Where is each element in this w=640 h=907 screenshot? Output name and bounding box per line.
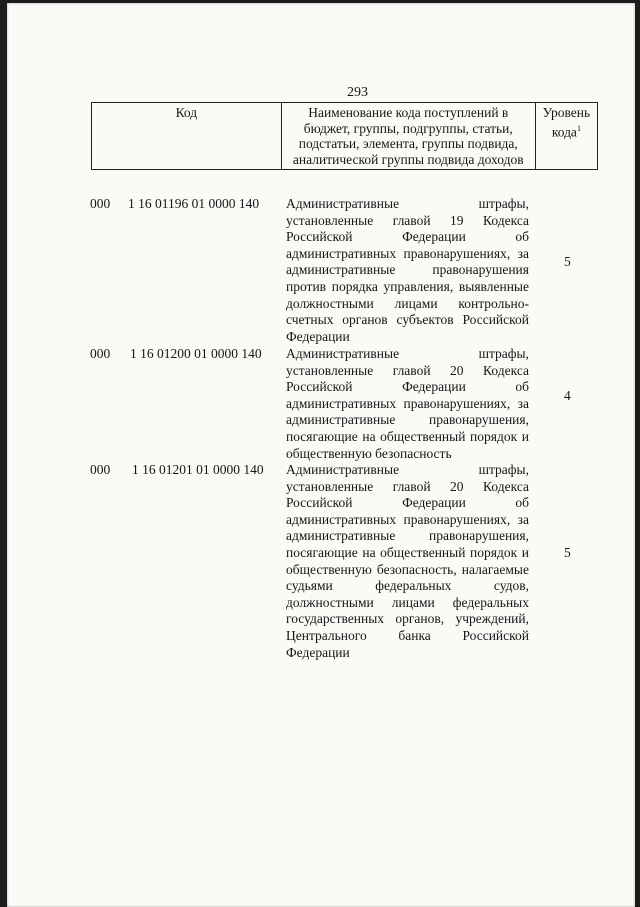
row-income-code: 1 16 01196 01 0000 140: [128, 196, 260, 211]
row-income-code: 1 16 01200 01 0000 140: [130, 346, 262, 361]
row-level: 4: [564, 388, 571, 403]
row-description: Административные штрафы, установленные главой 19 Кодекса Российской Федерации об административных правонарушениях, за административные правонарушения против порядка управления, выявленные должностными лицами контрольно-счетных органов субъектов Российской Федерации: [286, 196, 529, 344]
header-name: Наименование кода поступлений в бюджет, группы, подгруппы, статьи, подстатьи, элемента, группы подвида, аналитической группы подвида доходов: [281, 103, 535, 170]
header-level-text: Уровень кода: [542, 105, 591, 139]
row-admin-code: 000: [90, 462, 111, 477]
table-header: [91, 102, 598, 170]
header-level: [535, 103, 597, 170]
header-code: Код: [92, 103, 282, 170]
row-income-code: 1 16 01201 01 0000 140: [132, 462, 264, 477]
header-level-footnote: 1: [576, 123, 581, 133]
row-level: 5: [564, 545, 571, 560]
row-description: Административные штрафы, установленные главой 20 Кодекса Российской Федерации об административных правонарушениях, за административные правонарушения, посягающие на общественный порядок и общественную безопасность: [286, 346, 529, 461]
row-description: Административные штрафы, установленные главой 20 Кодекса Российской Федерации об административных правонарушениях, за административные правонарушения, посягающие на общественный порядок и общественную безопасность, налагаемые судьями федеральных судов, должностными лицами федеральных государственных органов, учреждений, Центрального банка Российской Федерации: [286, 462, 529, 660]
row-level: 5: [564, 254, 571, 269]
row-admin-code: 000: [90, 196, 111, 211]
page-number: 293: [347, 85, 368, 100]
row-admin-code: 000: [90, 346, 111, 361]
document-page: [7, 3, 635, 907]
